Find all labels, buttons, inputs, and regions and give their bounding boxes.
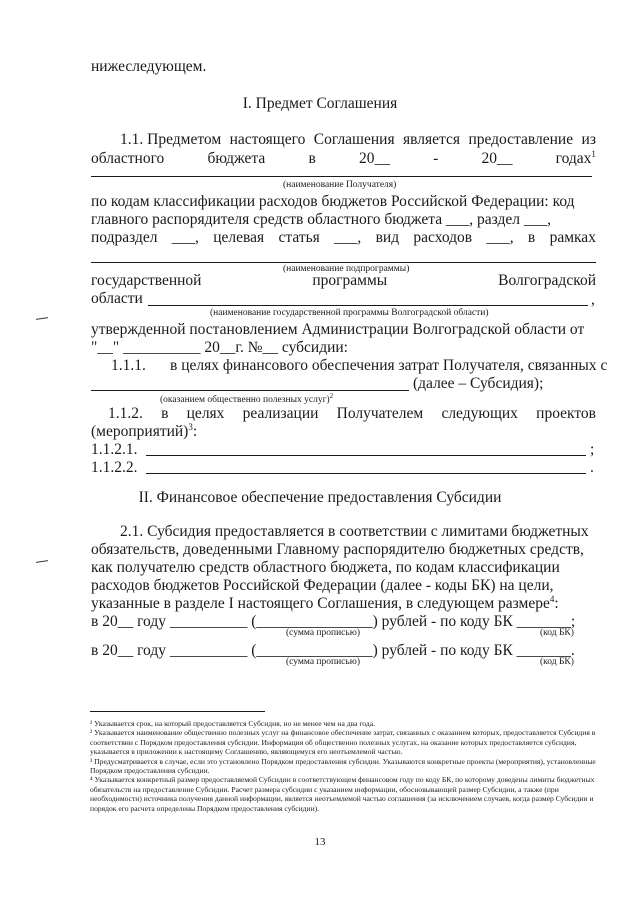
text: областного — [91, 150, 165, 167]
text: в — [308, 150, 316, 167]
program-line — [91, 272, 596, 290]
text: в — [161, 405, 169, 422]
text: настоящего — [229, 131, 306, 148]
footnote: ² Указывается наименование общественно полезных услуг на финансовое обеспечение затрат, связанных с оказанием которых, предоставляется Субсидия в соответствии с Порядком предоставления субсидии. Информация об общественно полезных услугах, на оказание которых предоставляется субсидия, указывается в приложении к настоящему Соглашению, являющемуся его неотъемлемой частью. — [90, 728, 596, 757]
text: по кодам классификации расходов бюджетов Российской Федерации: код — [91, 193, 575, 210]
paragraph-1-1-line2 — [91, 150, 596, 168]
codes-line-1 — [91, 193, 596, 211]
text: подраздел — [91, 229, 158, 246]
footnote-mark: 2 — [329, 392, 334, 400]
item-1-label: 1.1.2.1. — [91, 441, 138, 458]
footnotes — [90, 719, 596, 813]
section-2-title: II. Финансовое обеспечение предоставления Субсидии — [138, 489, 502, 506]
caption-subprogram: (наименование подпрограммы) — [283, 264, 410, 274]
p21-line2: обязательств, доведенными Главному распорядителю бюджетных средств, — [91, 541, 584, 558]
footnote-mark: 4 — [549, 593, 555, 604]
caption-recipient: (наименование Получателя) — [283, 180, 397, 190]
text: расходов — [413, 229, 473, 246]
text: в — [527, 229, 536, 246]
text: 20__ — [358, 150, 390, 167]
approved-line: утвержденной постановлением Администрации Волгоградской области от — [91, 321, 585, 338]
text: статья — [278, 229, 320, 246]
page-number: 13 — [314, 836, 326, 848]
margin-mark — [36, 560, 48, 563]
blank-line — [91, 176, 592, 177]
caption-services — [160, 391, 333, 406]
text: 20__ — [481, 150, 513, 167]
text: , — [591, 291, 595, 308]
text: является — [403, 131, 460, 148]
footnote-mark: 3 — [188, 421, 193, 432]
text: целях — [186, 405, 225, 422]
amount-row-1: в 20__ году __________ (_______________) рублей - по коду БК _______; — [91, 613, 576, 630]
text: из — [581, 131, 596, 148]
footnote: ¹ Указывается срок, на который предоставляется Субсидия, но не менее чем на два года. — [90, 719, 375, 728]
p21-line4: расходов бюджетов Российской Федерации (далее - коды БК) на цели, — [91, 577, 554, 594]
p21-line1: 2.1. Субсидия предоставляется в соответствии с лимитами бюджетных — [120, 523, 589, 540]
caption-program: (наименование государственной программы Волгоградской области) — [210, 308, 489, 318]
paragraph-1-1-line1 — [120, 131, 596, 149]
blank-line — [146, 455, 586, 456]
section-1-title: I. Предмет Соглашения — [242, 95, 398, 112]
text: : — [192, 423, 198, 440]
footnote: ³ Предусматривается в случае, если это установлено Порядком предоставления субсидии. Указываются конкретные проекты (мероприятия), установленные Порядком предоставления субсидии. — [90, 756, 596, 776]
text: указанные в разделе I настоящего Соглашения, в следующем размере — [91, 595, 550, 612]
text: вид — [375, 229, 400, 246]
caption-sum: (сумма прописью) — [286, 628, 360, 638]
caption-kbk: (код БК) — [540, 657, 574, 667]
item-2-label: 1.1.2.2. — [91, 459, 138, 476]
text: : — [554, 595, 559, 612]
blank-line — [91, 262, 596, 263]
p111-end: (далее – Субсидия); — [413, 375, 544, 392]
text: предоставление — [468, 131, 574, 148]
blank-line — [148, 305, 588, 306]
footnote: ⁴ Указывается конкретный размер предоставляемой Субсидии в соответствующем финансовом году по коду БК, по которому доведены лимиты бюджетных обязательств на предоставление Субсидии. Расчет размера субсидии с указанием информации, обосновывающей размер Субсидии, а также (при необходимости) источника получения данной информации, является неотъемлемой частью соглашения (за исключением случаев, когда размер Субсидии и порядок его расчета определены Порядком предоставления субсидии). — [90, 775, 595, 813]
text: (оказанием общественно полезных услуг) — [160, 395, 330, 406]
codes-line-2: главного распорядителя средств областного бюджета ___, раздел ___, — [91, 211, 551, 228]
text: рамках — [549, 229, 596, 246]
blank-line — [146, 473, 586, 474]
text: Получателем — [336, 405, 424, 422]
text: следующих — [441, 405, 518, 422]
text: государственной — [91, 272, 202, 289]
caption-sum: (сумма прописью) — [286, 657, 360, 667]
margin-mark — [36, 317, 48, 320]
text: ___, — [334, 229, 362, 246]
p21-line5 — [91, 595, 559, 613]
amount-row-2: в 20__ году __________ (_______________) рублей - по коду БК _______. — [91, 642, 575, 659]
text: программы — [312, 272, 388, 289]
footnote-separator — [90, 711, 265, 712]
region-line — [91, 290, 143, 308]
p112-line2 — [91, 423, 197, 441]
text: - — [433, 150, 439, 167]
item-2-end: . — [590, 459, 594, 476]
text: 1.1. Предметом — [120, 131, 222, 148]
text: области — [91, 290, 143, 307]
text: годах$^1$ — [555, 148, 596, 167]
text: бюджета — [207, 150, 266, 167]
text: (мероприятий) — [91, 423, 189, 440]
p112-line1 — [108, 405, 596, 423]
text: реализации — [242, 405, 319, 422]
text: целевая — [213, 229, 265, 246]
text: Волгоградской — [498, 272, 596, 289]
text: Соглашения — [313, 131, 395, 148]
text: ___, — [486, 229, 514, 246]
p21-line3: как получателю средств областного бюджета, по кодам классификации — [91, 559, 560, 576]
item-1-end: ; — [590, 441, 595, 458]
caption-kbk: (код БК) — [540, 628, 574, 638]
date-line: "__" __________ 20__г. №__ субсидии: — [91, 339, 348, 356]
p111-text: в целях финансового обеспечения затрат Получателя, связанных с — [170, 357, 608, 374]
top-line: нижеследующем. — [91, 58, 207, 75]
text: 1.1.2. — [108, 405, 143, 422]
footnote-mark: 1 — [591, 148, 596, 159]
text: ___, — [171, 229, 199, 246]
codes-line-3 — [91, 229, 596, 247]
text: проектов — [536, 405, 596, 422]
p111-number: 1.1.1. — [111, 357, 146, 374]
